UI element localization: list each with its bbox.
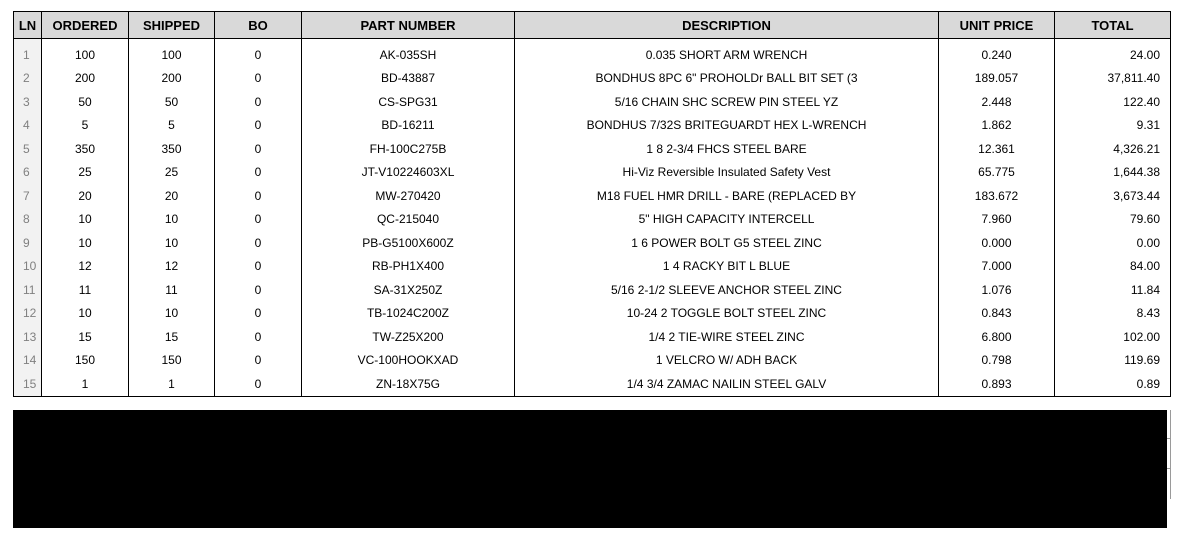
- cell-ln: 8: [14, 208, 42, 232]
- cell-part-number: QC-215040: [302, 208, 515, 232]
- cell-bo: 0: [215, 231, 302, 255]
- table-row: [14, 255, 1171, 279]
- cell-total: 4,326.21: [1055, 137, 1171, 161]
- table-row: [14, 137, 1171, 161]
- cell-bo: 0: [215, 184, 302, 208]
- cell-part-number: BD-16211: [302, 114, 515, 138]
- cell-ordered: 150: [42, 349, 129, 373]
- cell-ordered: 11: [42, 278, 129, 302]
- cell-ln: 4: [14, 114, 42, 138]
- cell-ln: 11: [14, 278, 42, 302]
- cell-ordered: 5: [42, 114, 129, 138]
- cell-unit-price: 65.775: [939, 161, 1055, 185]
- cell-total: 0.89: [1055, 372, 1171, 396]
- cell-description: 1 8 2-3/4 FHCS STEEL BARE: [515, 137, 939, 161]
- table-row: [14, 161, 1171, 185]
- cell-part-number: TB-1024C200Z: [302, 302, 515, 326]
- column-header-shipped: SHIPPED: [129, 12, 215, 39]
- cell-ln: 2: [14, 67, 42, 91]
- cell-ordered: 50: [42, 90, 129, 114]
- cell-shipped: 10: [129, 302, 215, 326]
- cell-unit-price: 2.448: [939, 90, 1055, 114]
- cell-unit-price: 7.960: [939, 208, 1055, 232]
- cell-shipped: 350: [129, 137, 215, 161]
- border-tick: [1167, 468, 1170, 469]
- cell-description: 1/4 3/4 ZAMAC NAILIN STEEL GALV: [515, 372, 939, 396]
- cell-ordered: 15: [42, 325, 129, 349]
- column-header-ordered: ORDERED: [42, 12, 129, 39]
- cell-shipped: 5: [129, 114, 215, 138]
- column-header-ln: LN: [14, 12, 42, 39]
- cell-part-number: FH-100C275B: [302, 137, 515, 161]
- cell-total: 102.00: [1055, 325, 1171, 349]
- cell-description: Hi-Viz Reversible Insulated Safety Vest: [515, 161, 939, 185]
- redacted-block: [13, 410, 1167, 528]
- cell-shipped: 15: [129, 325, 215, 349]
- cell-bo: 0: [215, 137, 302, 161]
- cell-total: 79.60: [1055, 208, 1171, 232]
- cell-total: 3,673.44: [1055, 184, 1171, 208]
- cell-part-number: ZN-18X75G: [302, 372, 515, 396]
- cell-shipped: 1: [129, 372, 215, 396]
- cell-ln: 13: [14, 325, 42, 349]
- cell-bo: 0: [215, 255, 302, 279]
- cell-ln: 15: [14, 372, 42, 396]
- cell-ordered: 100: [42, 39, 129, 67]
- cell-total: 24.00: [1055, 39, 1171, 67]
- cell-shipped: 20: [129, 184, 215, 208]
- column-header-bo: BO: [215, 12, 302, 39]
- column-header-description: DESCRIPTION: [515, 12, 939, 39]
- cell-bo: 0: [215, 208, 302, 232]
- cell-bo: 0: [215, 325, 302, 349]
- cell-unit-price: 183.672: [939, 184, 1055, 208]
- cell-part-number: MW-270420: [302, 184, 515, 208]
- cell-description: 1 VELCRO W/ ADH BACK: [515, 349, 939, 373]
- column-header-total: TOTAL: [1055, 12, 1171, 39]
- table-row: [14, 349, 1171, 373]
- cell-shipped: 50: [129, 90, 215, 114]
- cell-total: 9.31: [1055, 114, 1171, 138]
- table-row: [14, 184, 1171, 208]
- cell-ordered: 12: [42, 255, 129, 279]
- cell-bo: 0: [215, 161, 302, 185]
- cell-total: 119.69: [1055, 349, 1171, 373]
- cell-ln: 5: [14, 137, 42, 161]
- table-row: [14, 67, 1171, 91]
- cell-description: 0.035 SHORT ARM WRENCH: [515, 39, 939, 67]
- cell-ln: 6: [14, 161, 42, 185]
- cell-total: 84.00: [1055, 255, 1171, 279]
- cell-description: 1/4 2 TIE-WIRE STEEL ZINC: [515, 325, 939, 349]
- cell-total: 1,644.38: [1055, 161, 1171, 185]
- cell-unit-price: 12.361: [939, 137, 1055, 161]
- cell-total: 11.84: [1055, 278, 1171, 302]
- table-row: [14, 302, 1171, 326]
- cell-description: 1 4 RACKY BIT L BLUE: [515, 255, 939, 279]
- cell-shipped: 100: [129, 39, 215, 67]
- cell-description: 5/16 2-1/2 SLEEVE ANCHOR STEEL ZINC: [515, 278, 939, 302]
- cell-ordered: 25: [42, 161, 129, 185]
- cell-shipped: 12: [129, 255, 215, 279]
- cell-bo: 0: [215, 302, 302, 326]
- table-body: [14, 39, 1171, 397]
- table-row: [14, 90, 1171, 114]
- cell-total: 122.40: [1055, 90, 1171, 114]
- cell-total: 37,811.40: [1055, 67, 1171, 91]
- cell-unit-price: 0.843: [939, 302, 1055, 326]
- cell-part-number: AK-035SH: [302, 39, 515, 67]
- cell-ordered: 350: [42, 137, 129, 161]
- cell-shipped: 10: [129, 208, 215, 232]
- cell-shipped: 150: [129, 349, 215, 373]
- cell-ln: 1: [14, 39, 42, 67]
- cell-ordered: 10: [42, 231, 129, 255]
- cell-total: 0.00: [1055, 231, 1171, 255]
- table-row: [14, 208, 1171, 232]
- cell-shipped: 10: [129, 231, 215, 255]
- cell-unit-price: 0.893: [939, 372, 1055, 396]
- column-header-unit-price: UNIT PRICE: [939, 12, 1055, 39]
- cell-shipped: 200: [129, 67, 215, 91]
- cell-description: BONDHUS 7/32S BRITEGUARDT HEX L-WRENCH: [515, 114, 939, 138]
- cell-description: BONDHUS 8PC 6" PROHOLDr BALL BIT SET (3: [515, 67, 939, 91]
- cell-unit-price: 0.000: [939, 231, 1055, 255]
- cell-description: 5/16 CHAIN SHC SCREW PIN STEEL YZ: [515, 90, 939, 114]
- cell-shipped: 25: [129, 161, 215, 185]
- table-row: [14, 278, 1171, 302]
- cell-unit-price: 7.000: [939, 255, 1055, 279]
- table-row: [14, 39, 1171, 67]
- cell-shipped: 11: [129, 278, 215, 302]
- cell-part-number: SA-31X250Z: [302, 278, 515, 302]
- cell-ordered: 200: [42, 67, 129, 91]
- cell-ordered: 10: [42, 302, 129, 326]
- cell-part-number: VC-100HOOKXAD: [302, 349, 515, 373]
- invoice-line-items-table: [13, 11, 1171, 397]
- table-row: [14, 325, 1171, 349]
- cell-unit-price: 0.240: [939, 39, 1055, 67]
- cell-ordered: 20: [42, 184, 129, 208]
- column-header-part-number: PART NUMBER: [302, 12, 515, 39]
- cell-part-number: BD-43887: [302, 67, 515, 91]
- cell-bo: 0: [215, 39, 302, 67]
- border-tick: [1167, 438, 1170, 439]
- cell-ln: 3: [14, 90, 42, 114]
- cell-ln: 14: [14, 349, 42, 373]
- cell-ln: 12: [14, 302, 42, 326]
- cell-bo: 0: [215, 372, 302, 396]
- cell-bo: 0: [215, 90, 302, 114]
- cell-bo: 0: [215, 278, 302, 302]
- cell-bo: 0: [215, 114, 302, 138]
- cell-description: M18 FUEL HMR DRILL - BARE (REPLACED BY: [515, 184, 939, 208]
- cell-ordered: 10: [42, 208, 129, 232]
- cell-ln: 10: [14, 255, 42, 279]
- cell-part-number: PB-G5100X600Z: [302, 231, 515, 255]
- cell-ordered: 1: [42, 372, 129, 396]
- cell-ln: 7: [14, 184, 42, 208]
- cell-description: 5" HIGH CAPACITY INTERCELL: [515, 208, 939, 232]
- table-header-row: [14, 12, 1171, 39]
- cell-description: 1 6 POWER BOLT G5 STEEL ZINC: [515, 231, 939, 255]
- totals-border-remnant: [1167, 410, 1171, 499]
- cell-bo: 0: [215, 349, 302, 373]
- cell-unit-price: 189.057: [939, 67, 1055, 91]
- cell-part-number: TW-Z25X200: [302, 325, 515, 349]
- cell-unit-price: 1.862: [939, 114, 1055, 138]
- table-row: [14, 114, 1171, 138]
- cell-total: 8.43: [1055, 302, 1171, 326]
- cell-bo: 0: [215, 67, 302, 91]
- cell-ln: 9: [14, 231, 42, 255]
- cell-part-number: RB-PH1X400: [302, 255, 515, 279]
- cell-unit-price: 1.076: [939, 278, 1055, 302]
- table-row: [14, 372, 1171, 396]
- cell-description: 10-24 2 TOGGLE BOLT STEEL ZINC: [515, 302, 939, 326]
- cell-part-number: CS-SPG31: [302, 90, 515, 114]
- cell-part-number: JT-V10224603XL: [302, 161, 515, 185]
- invoice-table-container: [13, 11, 1170, 397]
- cell-unit-price: 0.798: [939, 349, 1055, 373]
- table-row: [14, 231, 1171, 255]
- cell-unit-price: 6.800: [939, 325, 1055, 349]
